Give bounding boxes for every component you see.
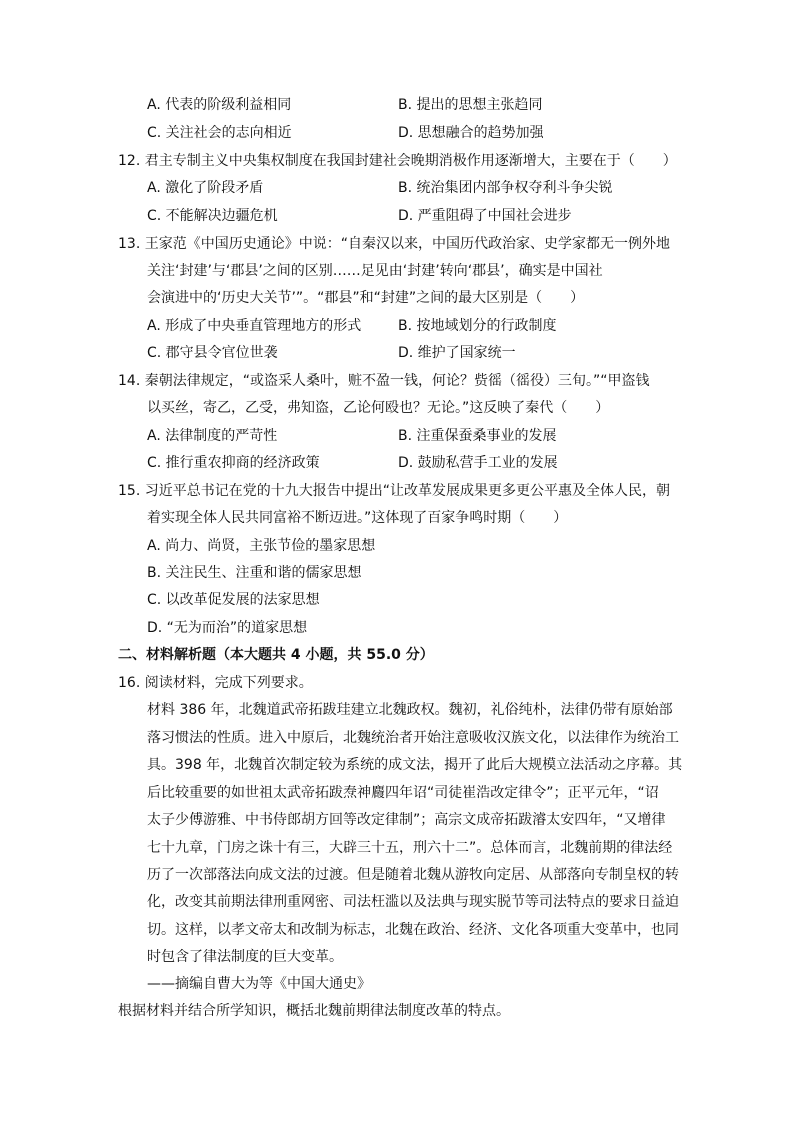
q14-stem-line-1: 14. 秦朝法律规定，“或盗采人桑叶，赃不盈一钱，何论？赀徭（徭役）三旬。”“甲盗钱 xyxy=(118,373,650,389)
q14-option-d: D. 鼓励私营手工业的发展 xyxy=(398,455,558,471)
q12-option-a: A. 激化了阶段矛盾 xyxy=(147,180,264,196)
q16-question: 根据材料并结合所学知识，概括北魏前期律法制度改革的特点。 xyxy=(118,1003,510,1019)
q11-option-d: D. 思想融合的趋势加强 xyxy=(398,125,544,141)
q14-option-c: C. 推行重农抑商的经济政策 xyxy=(147,455,320,471)
q16-material-line-5: 太子少傅游雅、中书侍郎胡方回等改定律制”；高宗文成帝拓跋濬太安四年，“又增律 xyxy=(147,812,666,828)
q16-material-line-10: 时包含了律法制度的巨大变革。 xyxy=(147,949,343,965)
q16-material-line-3: 具。398 年，北魏首次制定较为系统的成文法，揭开了此后大规模立法活动之序幕。其 xyxy=(147,757,683,773)
q16-material-line-9: 切。这样，以孝文帝太和改制为标志，北魏在政治、经济、文化各项重大变革中，也同 xyxy=(147,922,679,938)
q13-option-c: C. 郡守县令官位世袭 xyxy=(147,345,278,361)
q15-option-c: C. 以改革促发展的法家思想 xyxy=(147,592,320,608)
q16-material-line-7: 历了一次部落法向成文法的过渡。但是随着北魏从游牧向定居、从部落向专制皇权的转 xyxy=(147,867,679,883)
q16-material-line-4: 后比较重要的如世祖太武帝拓跋焘神麚四年诏“司徒崔浩改定律令”；正平元年，“诏 xyxy=(147,785,659,801)
q15-stem-line-2: 着实现全体人民共同富裕不断迈进。”这体现了百家争鸣时期（ ） xyxy=(147,510,568,526)
q12-option-b: B. 统治集团内部争权夺利斗争尖锐 xyxy=(398,180,613,196)
q15-option-d: D. “无为而治”的道家思想 xyxy=(147,620,308,636)
q14-option-b: B. 注重保蚕桑事业的发展 xyxy=(398,428,557,444)
q16-material-line-1: 材料 386 年，北魏道武帝拓跋珪建立北魏政权。魏初，礼俗纯朴，法律仍带有原始部 xyxy=(147,702,673,718)
q11-option-b: B. 提出的思想主张趋同 xyxy=(398,97,543,113)
q13-stem-line-3: 会演进中的‘历史大关节’”。“郡县”和“封建”之间的最大区别是（ ） xyxy=(147,290,585,306)
q12-stem: 12. 君主专制主义中央集权制度在我国封建社会晚期消极作用逐渐增大，主要在于（ ） xyxy=(118,153,677,169)
q11-option-c: C. 关注社会的志向相近 xyxy=(147,125,292,141)
q14-option-a: A. 法律制度的严苛性 xyxy=(147,428,278,444)
q16-source: ——摘编自曹大为等《中国大通史》 xyxy=(147,976,371,992)
q16-stem: 16. 阅读材料，完成下列要求。 xyxy=(118,675,313,691)
section-heading: 二、材料解析题（本大题共 4 小题，共 55.0 分） xyxy=(118,647,434,663)
q14-stem-line-2: 以买丝，寄乙，乙受，弗知盗，乙论何殴也？无论。”这反映了秦代（ ） xyxy=(147,400,610,416)
q11-option-a: A. 代表的阶级利益相同 xyxy=(147,97,292,113)
q15-option-b: B. 关注民生、注重和谐的儒家思想 xyxy=(147,565,362,581)
q16-material-line-8: 化，改变其前期法律刑重网密、司法枉滥以及法典与现实脱节等司法特点的要求日益迫 xyxy=(147,894,679,910)
q13-option-b: B. 按地域划分的行政制度 xyxy=(398,318,557,334)
q15-stem-line-1: 15. 习近平总书记在党的十九大报告中提出“让改革发展成果更多更公平惠及全体人民，朝 xyxy=(118,483,670,499)
q13-stem-line-1: 13. 王家范《中国历史通论》中说：“自秦汉以来，中国历代政治家、史学家都无一例外地 xyxy=(118,236,670,252)
q16-material-line-6: 七十九章，门房之诛十有三，大辟三十五，刑六十二”。总体而言，北魏前期的律法经 xyxy=(147,840,673,856)
q13-option-a: A. 形成了中央垂直管理地方的形式 xyxy=(147,318,362,334)
q15-option-a: A. 尚力、尚贤，主张节俭的墨家思想 xyxy=(147,538,376,554)
q12-option-c: C. 不能解决边疆危机 xyxy=(147,208,278,224)
q13-stem-line-2: 关注‘封建’与‘郡县’之间的区别……足见由‘封建’转向‘郡县’，确实是中国社 xyxy=(147,263,603,279)
q13-option-d: D. 维护了国家统一 xyxy=(398,345,516,361)
q16-material-line-2: 落习惯法的性质。进入中原后，北魏统治者开始注意吸收汉族文化，以法律作为统治工 xyxy=(147,730,679,746)
q12-option-d: D. 严重阻碍了中国社会进步 xyxy=(398,208,572,224)
